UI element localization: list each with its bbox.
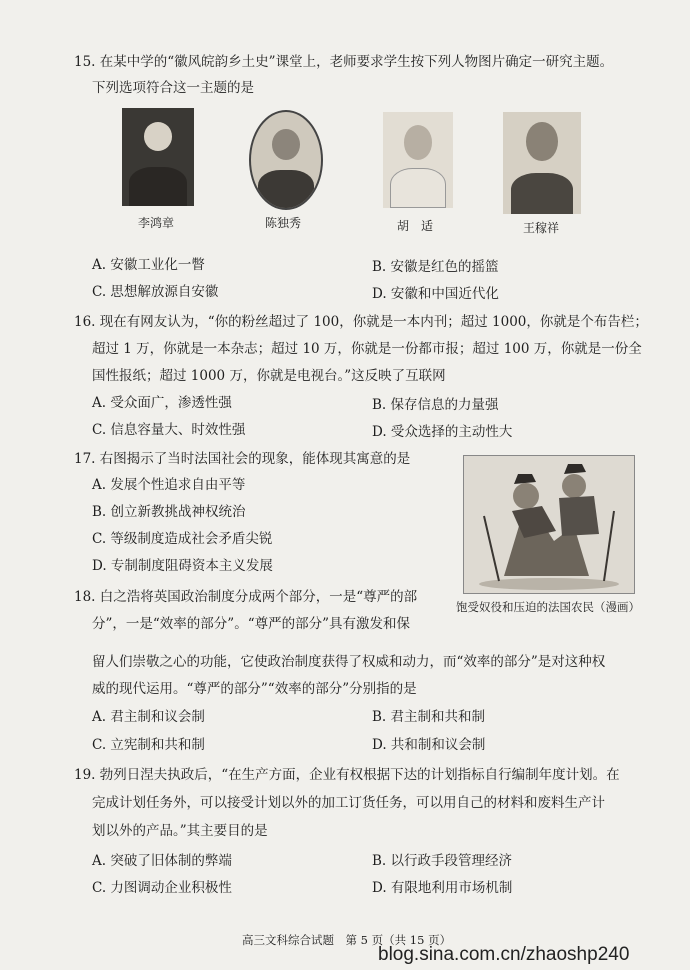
q15-option-c: C. 思想解放源自安徽	[92, 284, 219, 300]
cartoon-french-peasant	[463, 455, 635, 594]
q16-stem-line1: 16. 现在有网友认为，“你的粉丝超过了 100，你就是一本内刊；超过 1000，你就是个布告栏；	[74, 314, 648, 330]
q18-option-c: C. 立宪制和共和制	[92, 737, 205, 753]
q17-option-b: B. 创立新教挑战神权统治	[92, 504, 246, 520]
caption-li-hongzhang: 李鸿章	[138, 216, 175, 230]
q16-option-a: A. 受众面广，渗透性强	[92, 395, 232, 411]
q17-stem: 17. 右图揭示了当时法国社会的现象，能体现其寓意的是	[74, 451, 411, 467]
caption-hu-shi: 胡 适	[397, 219, 434, 233]
q15-stem-line1: 15. 在某中学的“徽风皖韵乡土史”课堂上，老师要求学生按下列人物图片确定一研究主题。	[74, 54, 614, 70]
q18-option-b: B. 君主制和共和制	[372, 709, 486, 725]
q16-option-b: B. 保存信息的力量强	[372, 397, 499, 413]
q15-option-d: D. 安徽和中国近代化	[372, 286, 499, 302]
q15-stem-line2: 下列选项符合这一主题的是	[92, 80, 254, 96]
q19-option-d: D. 有限地利用市场机制	[372, 880, 513, 896]
q17-option-a: A. 发展个性追求自由平等	[92, 477, 246, 493]
q19-stem-line2: 完成计划任务外，可以接受计划以外的加工订货任务，可以用自己的材料和废料生产计	[92, 795, 605, 811]
q15-option-a: A. 安徽工业化一瞥	[92, 257, 205, 273]
q18-option-a: A. 君主制和议会制	[92, 709, 205, 725]
q18-stem-line4: 威的现代运用。“尊严的部分”“效率的部分”分别指的是	[92, 681, 417, 697]
q19-stem-line1: 19. 勃列日涅夫执政后，“在生产方面，企业有权根据下达的计划指标自行编制年度计划。在	[74, 767, 620, 783]
portrait-hu-shi	[383, 112, 453, 208]
q17-option-c: C. 等级制度造成社会矛盾尖锐	[92, 531, 273, 547]
portrait-chen-duxiu	[249, 110, 323, 210]
q18-stem-line3: 留人们崇敬之心的功能，它使政治制度获得了权威和动力，而“效率的部分”是对这种权	[92, 654, 606, 670]
q16-option-d: D. 受众选择的主动性大	[372, 424, 513, 440]
portrait-wang-jiaxiang	[503, 112, 581, 214]
q16-option-c: C. 信息容量大、时效性强	[92, 422, 246, 438]
q16-stem-line3: 国性报纸；超过 1000 万，你就是电视台。”这反映了互联网	[92, 368, 446, 384]
page-footer: 高三文科综合试题 第 5 页（共 15 页）	[242, 933, 452, 947]
q16-stem-line2: 超过 1 万，你就是一本杂志；超过 10 万，你就是一份都市报；超过 100 万，你就是一份全	[92, 341, 642, 357]
q18-option-d: D. 共和制和议会制	[372, 737, 486, 753]
q15-option-b: B. 安徽是红色的摇篮	[372, 259, 499, 275]
watermark: blog.sina.com.cn/zhaoshp240	[378, 944, 630, 965]
caption-wang-jiaxiang: 王稼祥	[523, 221, 560, 235]
cartoon-caption: 饱受奴役和压迫的法国农民（漫画）	[456, 600, 640, 614]
q19-option-b: B. 以行政手段管理经济	[372, 853, 513, 869]
q18-stem-line1: 18. 白之浩将英国政治制度分成两个部分，一是“尊严的部	[74, 589, 418, 605]
portrait-li-hongzhang	[122, 108, 194, 206]
q19-stem-line3: 划以外的产品。”其主要目的是	[92, 823, 268, 839]
q18-stem-line2: 分”，一是“效率的部分”。“尊严的部分”具有激发和保	[92, 616, 411, 632]
q19-option-a: A. 突破了旧体制的弊端	[92, 853, 232, 869]
caption-chen-duxiu: 陈独秀	[265, 216, 302, 230]
q17-option-d: D. 专制制度阻碍资本主义发展	[92, 558, 273, 574]
q19-option-c: C. 力图调动企业积极性	[92, 880, 232, 896]
